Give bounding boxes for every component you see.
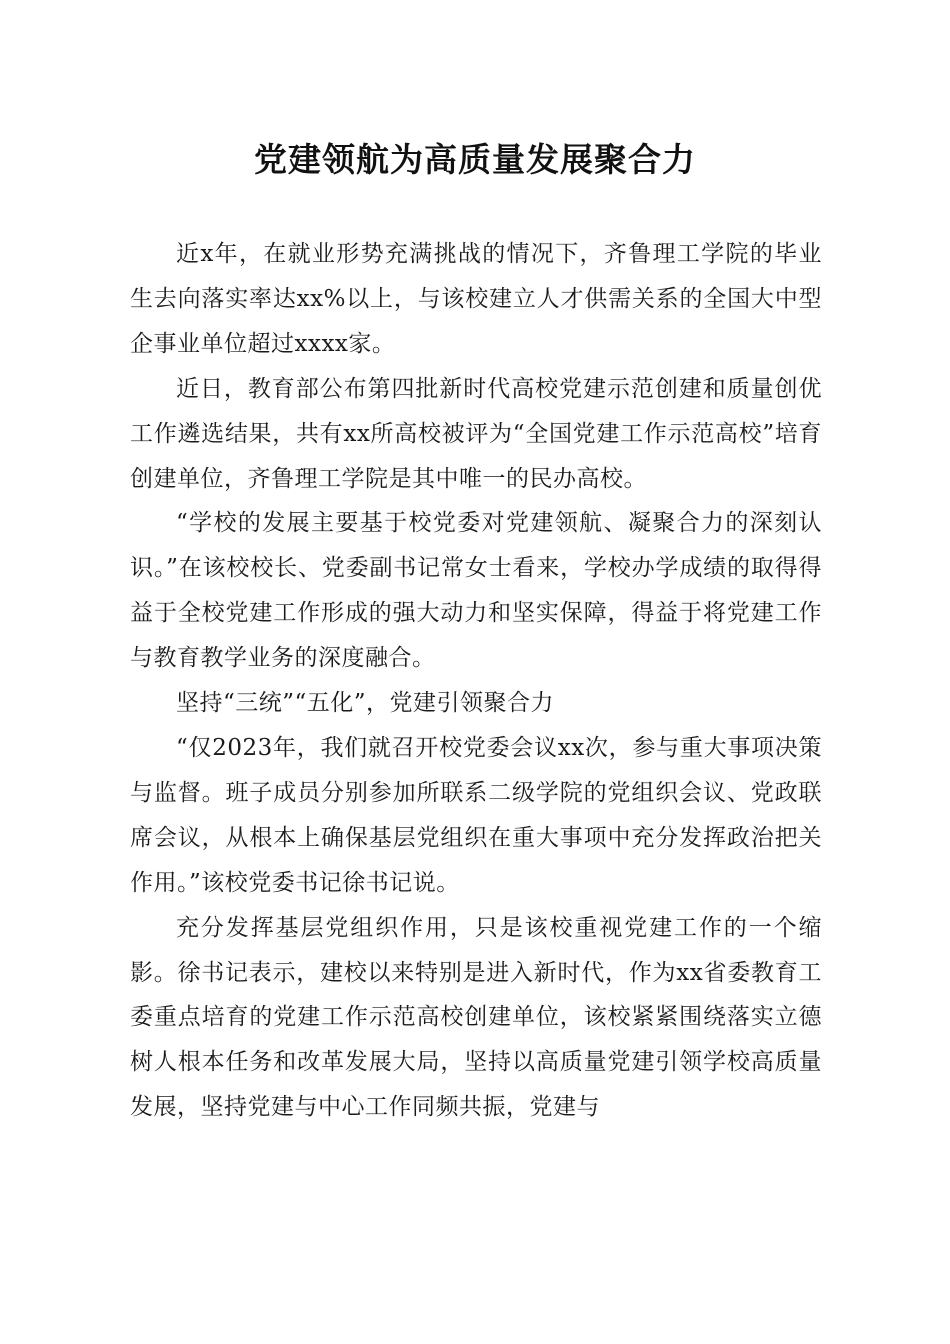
paragraph-3: “学校的发展主要基于校党委对党建领航、凝聚合力的深刻认识。”在该校校长、党委副书记常女士看来，学校办学成绩的取得得益于全校党建工作形成的强大动力和坚实保障，得益于将党建工作与教育教学业务的深度融合。	[130, 510, 822, 672]
document-body	[130, 232, 822, 1130]
document-title: 党建领航为高质量发展聚合力	[254, 140, 696, 179]
paragraph-2: 近日，教育部公布第四批新时代高校党建示范创建和质量创优工作遴选结果，共有xx所高校被评为“全国党建工作示范高校”培育创建单位，齐鲁理工学院是其中唯一的民办高校。	[130, 375, 822, 492]
paragraph-5: 充分发挥基层党组织作用，只是该校重视党建工作的一个缩影。徐书记表示，建校以来特别是进入新时代，作为xx省委教育工委重点培育的党建工作示范高校创建单位，该校紧紧围绕落实立德树人根本任务和改革发展大局，坚持以高质量党建引领学校高质量发展，坚持党建与中心工作同频共振，党建与	[130, 914, 822, 1121]
paragraph-1: 近x年，在就业形势充满挑战的情况下，齐鲁理工学院的毕业生去向落实率达xx%以上，与该校建立人才供需关系的全国大中型企事业单位超过xxxx家。	[130, 241, 822, 357]
paragraph-4: “仅2023年，我们就召开校党委会议xx次，参与重大事项决策与监督。班子成员分别参加所联系二级学院的党组织会议、党政联席会议，从根本上确保基层党组织在重大事项中充分发挥政治把关作用。”该校党委书记徐书记说。	[130, 734, 822, 896]
section-heading: 坚持“三统”“五化”，党建引领聚合力	[176, 690, 555, 717]
